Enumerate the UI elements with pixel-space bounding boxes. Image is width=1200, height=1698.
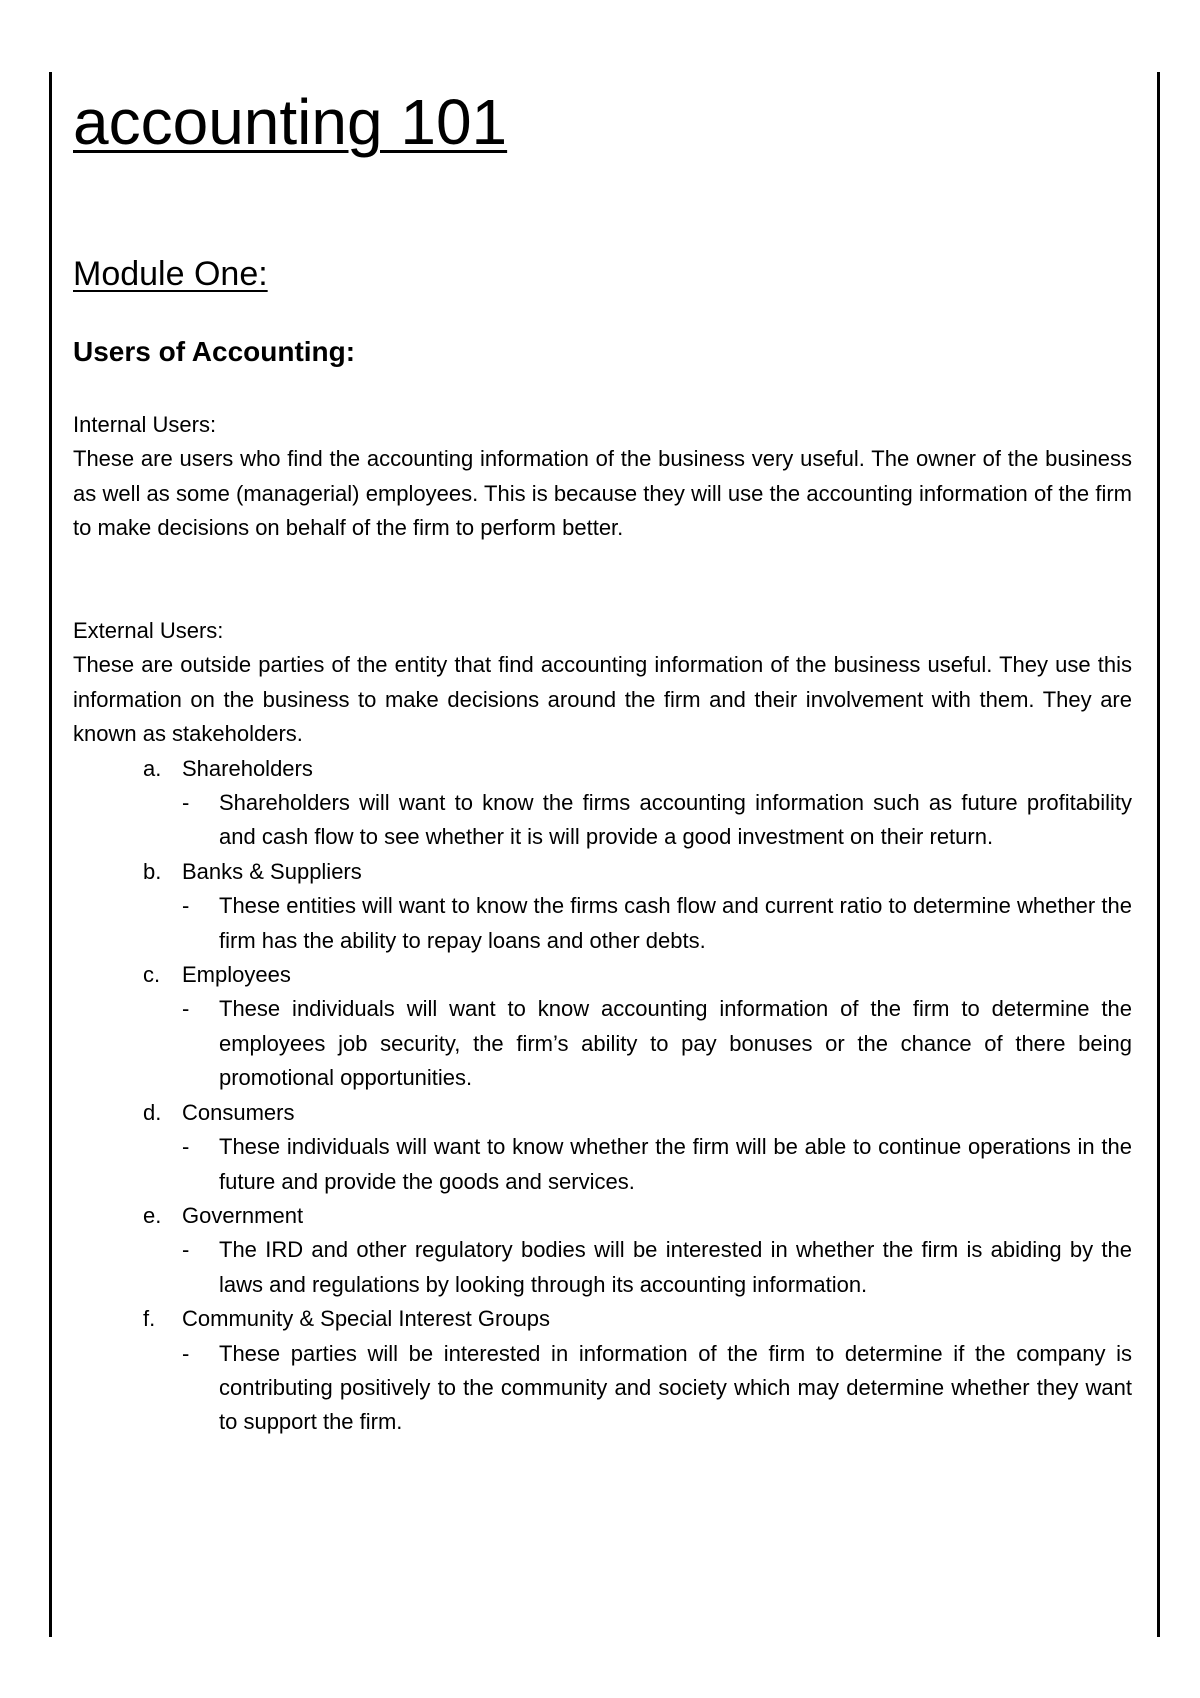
document-content — [73, 80, 1132, 1435]
list-item-letter: c. — [143, 962, 161, 988]
list-item-detail — [73, 1233, 1132, 1302]
page-border-left — [49, 72, 52, 1637]
document-title: accounting 101 — [73, 86, 508, 158]
page-border-right — [1157, 72, 1160, 1637]
list-item-detail — [73, 992, 1132, 1095]
list-item-detail-text: The IRD and other regulatory bodies will be interested in whether the firm is abiding by the laws and regulations by looking through its accounting information. — [219, 1237, 1132, 1297]
list-item-letter: f. — [143, 1306, 156, 1332]
list-item-label: Employees — [182, 962, 291, 988]
dash-bullet: - — [182, 996, 190, 1022]
external-users-label: External Users: — [73, 618, 224, 643]
list-item-letter: a. — [143, 755, 162, 781]
internal-users-paragraph: These are users who find the accounting information of the business very useful. The owner of the business as well as some (managerial) employees. This is because they will use the accounting information of the firm to make decisions on behalf of the firm to perform better. — [73, 446, 1132, 541]
list-item-detail — [73, 1337, 1132, 1440]
list-item — [73, 855, 1132, 958]
module-heading: Module One: — [73, 255, 268, 293]
list-item-label: Banks & Suppliers — [182, 858, 362, 884]
dash-bullet: - — [182, 893, 190, 919]
list-item-label: Consumers — [182, 1099, 295, 1125]
dash-bullet: - — [182, 1340, 190, 1366]
dash-bullet: - — [182, 1134, 190, 1160]
list-item-detail — [73, 1130, 1132, 1199]
list-item-detail-text: These entities will want to know the firms cash flow and current ratio to determine whether the firm has the ability to repay loans and other debts. — [219, 893, 1132, 953]
list-item — [73, 752, 1132, 855]
internal-users-label: Internal Users: — [73, 412, 217, 437]
list-item — [73, 1096, 1132, 1199]
list-item-label: Government — [182, 1202, 304, 1228]
dash-bullet: - — [182, 790, 190, 816]
list-item-detail-text: These individuals will want to know accounting information of the firm to determine the employees job security, the firm’s ability to pay bonuses or the chance of there being promotional opportunities. — [219, 996, 1132, 1091]
list-item-detail-text: These parties will be interested in information of the firm to determine if the company is contributing positively to the community and society which may determine whether they want to support the firm. — [219, 1340, 1132, 1435]
list-item — [73, 1199, 1132, 1302]
external-users-section — [73, 614, 1132, 1440]
list-item — [73, 1302, 1132, 1440]
list-item-detail-text: Shareholders will want to know the firms accounting information such as future profitability and cash flow to see whether it is will provide a good investment on their return. — [219, 790, 1132, 850]
list-item-detail-text: These individuals will want to know whether the firm will be able to continue operations in the future and provide the goods and services. — [219, 1134, 1132, 1194]
list-item — [73, 958, 1132, 1096]
internal-users-section — [73, 408, 1132, 546]
section-heading: Users of Accounting: — [73, 336, 356, 367]
list-item-label: Shareholders — [182, 755, 313, 781]
list-item-letter: e. — [143, 1202, 162, 1228]
list-item-letter: b. — [143, 858, 162, 884]
stakeholder-list — [73, 752, 1132, 1440]
list-item-detail — [73, 889, 1132, 958]
list-item-label: Community & Special Interest Groups — [182, 1306, 551, 1332]
list-item-detail — [73, 786, 1132, 855]
dash-bullet: - — [182, 1237, 190, 1263]
external-users-paragraph: These are outside parties of the entity that find accounting information of the business useful. They use this information on the business to make decisions around the firm and their involvement with them. They are known as stakeholders. — [73, 652, 1132, 747]
list-item-letter: d. — [143, 1099, 162, 1125]
